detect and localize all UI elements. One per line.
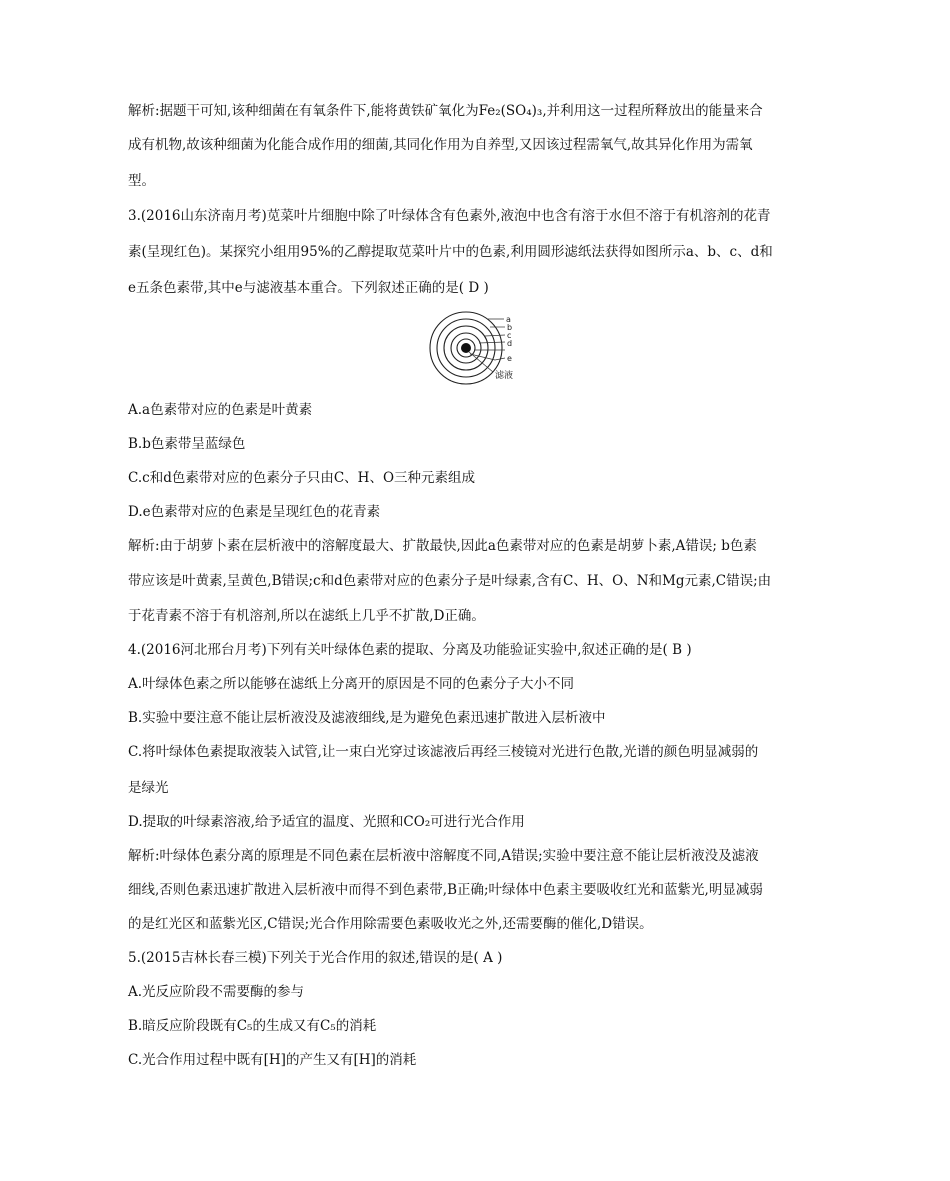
- label-c: c: [507, 331, 512, 340]
- label-filtrate: 滤液: [495, 371, 514, 381]
- q2-analysis-line-2: 成有机物,故该种细菌为化能合成作用的细菌,其同化作用为自养型,又因该过程需氧气,故其异化作用为需氧: [128, 137, 753, 153]
- q4-option-c-line-1: C.将叶绿体色素提取液装入试管,让一束白光穿过该滤液后再经三棱镜对光进行色散,光谱的颜色明显减弱的: [128, 744, 759, 760]
- q5-option-b: B.暗反应阶段既有C₅的生成又有C₅的消耗: [128, 1018, 377, 1034]
- q3-option-a: A.a色素带对应的色素是叶黄素: [128, 402, 313, 418]
- q3-stem-line-1: 3.(2016山东济南月考)苋菜叶片细胞中除了叶绿体含有色素外,液泡中也含有溶于水但不溶于有机溶剂的花青: [128, 208, 771, 224]
- q4-option-d: D.提取的叶绿素溶液,给予适宜的温度、光照和CO₂可进行光合作用: [128, 814, 525, 830]
- label-b: b: [507, 323, 513, 332]
- q3-analysis-line-3: 于花青素不溶于有机溶剂,所以在滤纸上几乎不扩散,D正确。: [128, 608, 485, 624]
- q5-option-a: A.光反应阶段不需要酶的参与: [128, 984, 305, 1000]
- q3-analysis-line-1: 解析:由于胡萝卜素在层析液中的溶解度最大、扩散最快,因此a色素带对应的色素是胡萝卜素,A错误; b色素: [128, 538, 757, 554]
- concentric-rings-diagram: [425, 308, 535, 388]
- q2-analysis-line-1: 解析:据题干可知,该种细菌在有氧条件下,能将黄铁矿氧化为Fe₂(SO₄)₃,并利用这一过程所释放出的能量来合: [128, 103, 763, 119]
- q3-analysis-line-2: 带应该是叶黄素,呈黄色,B错误;c和d色素带对应的色素分子是叶绿素,含有C、H、O、N和Mg元素,C错误;由: [128, 573, 772, 589]
- label-e: e: [507, 354, 512, 363]
- q3-option-b: B.b色素带呈蓝绿色: [128, 436, 246, 452]
- q5-stem-line-1: 5.(2015吉林长春三模)下列关于光合作用的叙述,错误的是( A ): [128, 950, 503, 966]
- label-d: d: [507, 339, 513, 348]
- q4-analysis-line-1: 解析:叶绿体色素分离的原理是不同色素在层析液中溶解度不同,A错误;实验中要注意不能让层析液没及滤液: [128, 848, 759, 864]
- q4-analysis-line-2: 细线,否则色素迅速扩散进入层析液中而得不到色素带,B正确;叶绿体中色素主要吸收红光和蓝紫光,明显减弱: [128, 882, 763, 898]
- q3-option-c: C.c和d色素带对应的色素分子只由C、H、O三种元素组成: [128, 470, 476, 486]
- q4-stem-line-1: 4.(2016河北邢台月考)下列有关叶绿体色素的提取、分离及功能验证实验中,叙述正确的是( B ): [128, 642, 692, 658]
- q2-analysis-line-3: 型。: [128, 173, 155, 189]
- q4-option-a: A.叶绿体色素之所以能够在滤纸上分离开的原因是不同的色素分子大小不同: [128, 676, 575, 692]
- q4-option-c-line-2: 是绿光: [128, 780, 169, 796]
- filtrate-spot: [461, 343, 471, 353]
- q4-option-b: B.实验中要注意不能让层析液没及滤液细线,是为避免色素迅速扩散进入层析液中: [128, 710, 606, 726]
- chromatography-figure: [425, 308, 535, 388]
- q3-stem-line-3: e五条色素带,其中e与滤液基本重合。下列叙述正确的是( D ): [128, 280, 489, 296]
- q3-stem-line-2: 素(呈现红色)。某探究小组用95%的乙醇提取苋菜叶片中的色素,利用圆形滤纸法获得如图所示a、b、c、d和: [128, 244, 773, 260]
- q4-analysis-line-3: 的是红光区和蓝紫光区,C错误;光合作用除需要色素吸收光之外,还需要酶的催化,D错误。: [128, 916, 653, 932]
- q3-option-d: D.e色素带对应的色素是呈现红色的花青素: [128, 504, 381, 520]
- label-a: a: [506, 315, 511, 324]
- q5-option-c: C.光合作用过程中既有[H]的产生又有[H]的消耗: [128, 1052, 417, 1068]
